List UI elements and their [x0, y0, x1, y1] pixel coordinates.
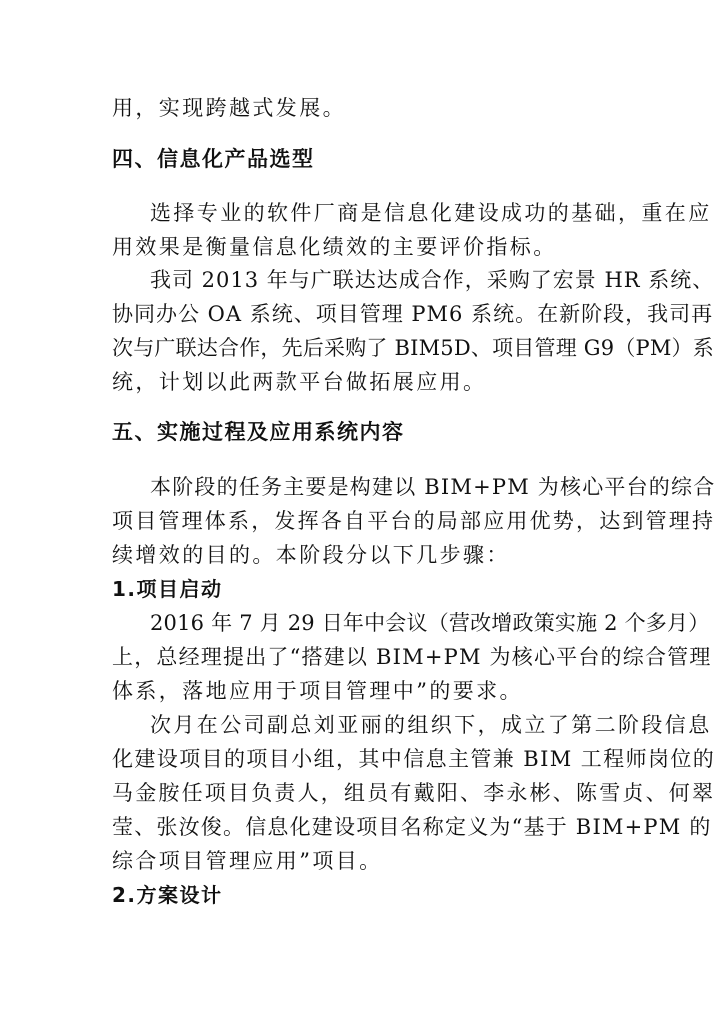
text-line: 用，实现跨越式发展。 — [112, 96, 346, 120]
section-heading-5: 五、实施过程及应用系统内容 — [112, 420, 405, 444]
text-line: 次与广联达合作，先后采购了 BIM5D、项目管理 G9（PM）系 — [112, 336, 714, 360]
text-line: 马金胺任项目负责人，组员有戴阳、李永彬、陈雪贞、何翠 — [112, 781, 716, 805]
text-line: 项目管理体系，发挥各自平台的局部应用优势，达到管理持 — [112, 509, 716, 533]
text-line: 我司 2013 年与广联达达成合作，采购了宏景 HR 系统、 — [150, 268, 715, 292]
text-line: 选择专业的软件厂商是信息化建设成功的基础，重在应 — [150, 201, 712, 225]
text-line: 统，计划以此两款平台做拓展应用。 — [112, 370, 487, 394]
text-line: 莹、张汝俊。信息化建设项目名称定义为“基于 BIM+PM 的 — [112, 815, 712, 839]
text-line: 本阶段的任务主要是构建以 BIM+PM 为核心平台的综合 — [150, 475, 716, 499]
text-line: 综合项目管理应用”项目。 — [112, 849, 383, 873]
text-line: 续增效的目的。本阶段分以下几步骤： — [112, 543, 510, 567]
text-line: 次月在公司副总刘亚丽的组织下，成立了第二阶段信息 — [150, 713, 712, 737]
text-line: 上，总经理提出了“搭建以 BIM+PM 为核心平台的综合管理 — [112, 645, 712, 669]
text-line: 2016 年 7 月 29 日年中会议（营改增政策实施 2 个多月） — [150, 611, 710, 635]
text-line: 协同办公 OA 系统、项目管理 PM6 系统。在新阶段，我司再 — [112, 302, 714, 326]
text-line: 化建设项目的项目小组，其中信息主管兼 BIM 工程师岗位的 — [112, 747, 716, 771]
section-heading-4: 四、信息化产品选型 — [112, 147, 315, 171]
text-line: 体系，落地应用于项目管理中”的要求。 — [112, 679, 523, 703]
text-line: 用效果是衡量信息化绩效的主要评价指标。 — [112, 235, 557, 259]
step-heading-2: 2.方案设计 — [112, 883, 223, 907]
step-heading-1: 1.项目启动 — [112, 577, 223, 601]
